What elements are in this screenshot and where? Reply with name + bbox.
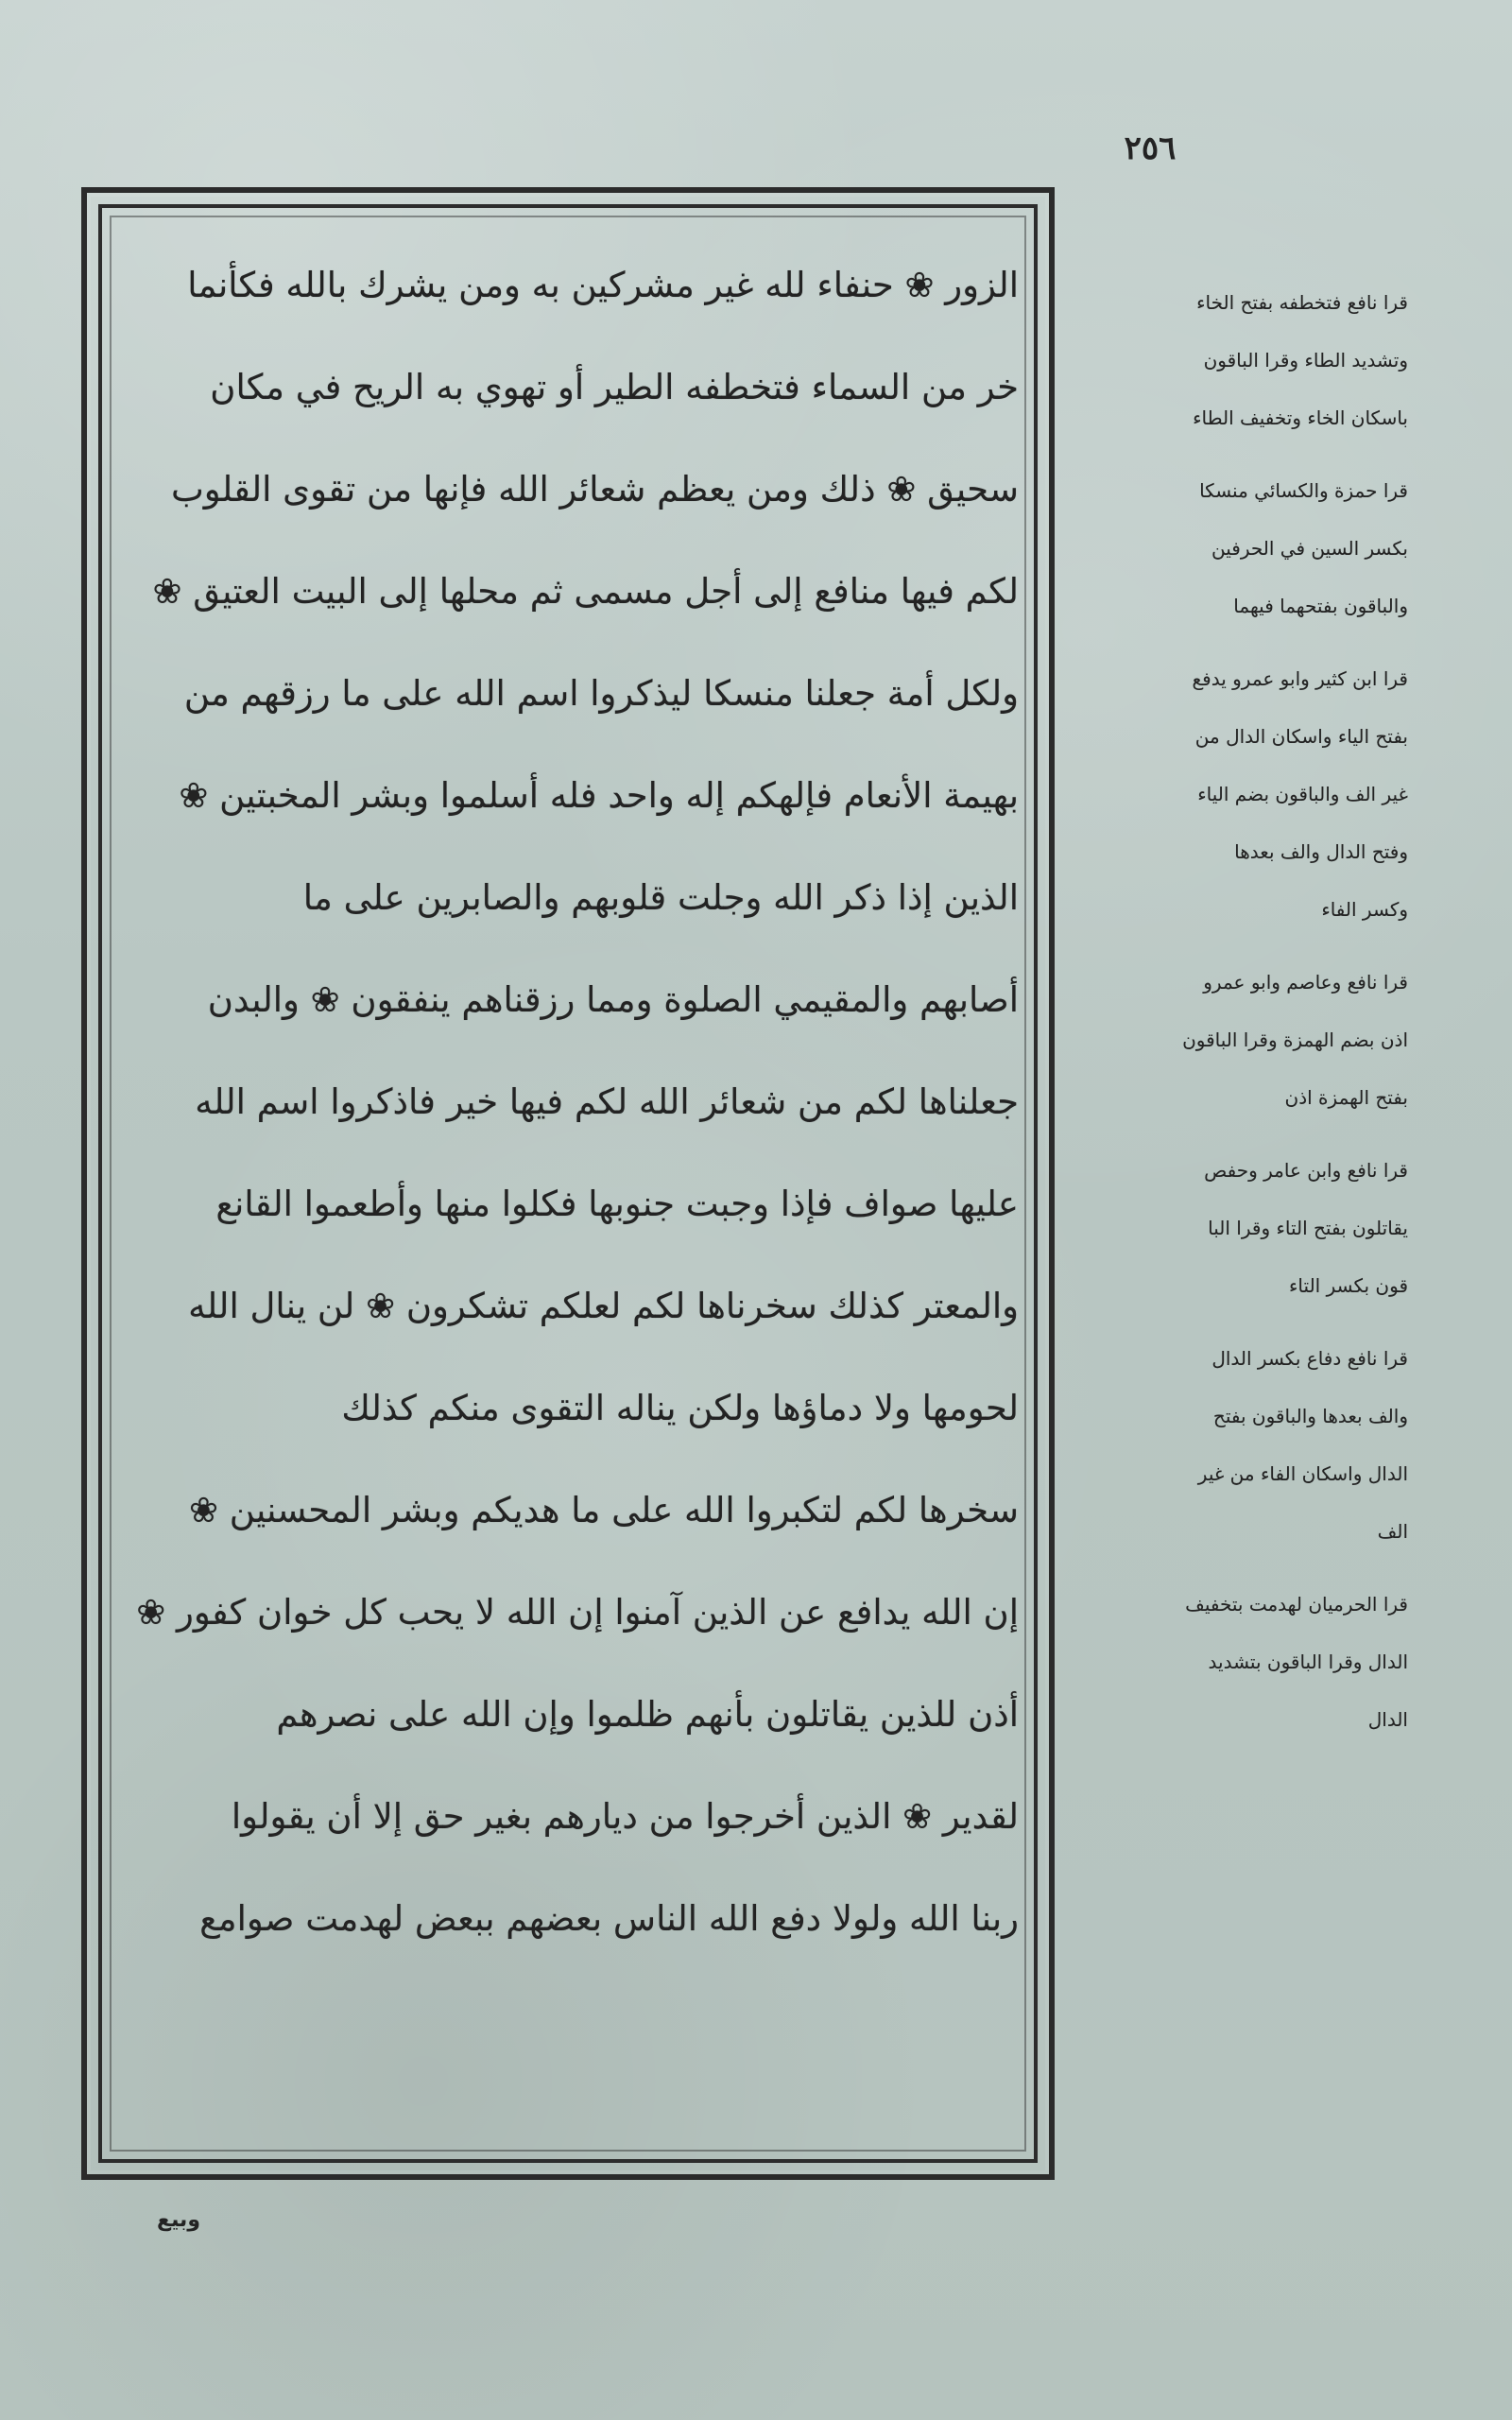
margin-note-line: والباقون بفتحهما فيهما (1233, 595, 1408, 617)
margin-note-line: الف (1377, 1520, 1408, 1543)
margin-note-line: بفتح الهمزة اذن (1284, 1086, 1408, 1109)
main-text-line: بهيمة الأنعام فإلهكم إله واحد فله أسلموا وبشر المخبتين ❀ (179, 775, 1019, 816)
main-text-line: عليها صواف فإذا وجبت جنوبها فكلوا منها وأطعموا القانع (215, 1184, 1019, 1224)
main-text-line: لكم فيها منافع إلى أجل مسمى ثم محلها إلى البيت العتيق ❀ (152, 571, 1019, 612)
main-text-line: خر من السماء فتخطفه الطير أو تهوي به الريح في مكان (210, 367, 1019, 407)
margin-note-line: وفتح الدال والف بعدها (1234, 840, 1408, 863)
margin-note-gap (1085, 1127, 1408, 1142)
margin-note-line: الدال واسكان الفاء من غير (1197, 1462, 1408, 1485)
margin-note-line: بفتح الياء واسكان الدال من (1194, 725, 1408, 748)
margin-note-line: قرا حمزة والكسائي منسكا (1199, 479, 1408, 502)
margin-note-line: وتشديد الطاء وقرا الباقون (1203, 349, 1408, 372)
margin-note-line: قرا نافع فتخطفه بفتح الخاء (1196, 291, 1408, 314)
margin-note-line: غير الف والباقون بضم الياء (1197, 783, 1408, 805)
margin-note-line: والف بعدها والباقون بفتح (1212, 1405, 1408, 1427)
main-text-line: ربنا الله ولولا دفع الله الناس بعضهم ببعض لهدمت صوامع (199, 1898, 1019, 1939)
margin-note-gap (1085, 447, 1408, 462)
margin-note-line: وكسر الفاء (1321, 898, 1408, 921)
margin-note-gap (1085, 635, 1408, 650)
main-text-line: ولكل أمة جعلنا منسكا ليذكروا اسم الله على ما رزقهم من (183, 673, 1019, 714)
margin-note-line: قرا نافع وابن عامر وحفص (1204, 1159, 1408, 1182)
main-text-line: سحيق ❀ ذلك ومن يعظم شعائر الله فإنها من تقوى القلوب (170, 469, 1019, 510)
main-text-line: لحومها ولا دماؤها ولكن يناله التقوى منكم كذلك (341, 1388, 1019, 1428)
margin-note-line: بكسر السين في الحرفين (1211, 537, 1408, 560)
margin-note-gap (1085, 1315, 1408, 1330)
margin-note-gap (1085, 939, 1408, 954)
main-text-line: الذين إذا ذكر الله وجلت قلوبهم والصابرين على ما (302, 877, 1019, 918)
margin-note-line: قرا نافع دفاع بكسر الدال (1211, 1347, 1408, 1370)
main-text-line: لقدير ❀ الذين أخرجوا من ديارهم بغير حق إلا أن يقولوا (231, 1796, 1019, 1837)
main-text-block (115, 234, 1019, 2116)
margin-note-line: قرا الحرميان لهدمت بتخفيف (1185, 1593, 1408, 1616)
main-text-line: أذن للذين يقاتلون بأنهم ظلموا وإن الله على نصرهم (276, 1694, 1019, 1735)
margin-note-line: الدال وقرا الباقون بتشديد (1208, 1651, 1408, 1673)
main-text-line: الزور ❀ حنفاء لله غير مشركين به ومن يشرك بالله فكأنما (187, 265, 1019, 305)
margin-notes (1085, 274, 1408, 1749)
margin-note-line: قرا ابن كثير وابو عمرو يدفع (1192, 667, 1408, 690)
main-text-line: جعلناها لكم من شعائر الله لكم فيها خير فاذكروا اسم الله (195, 1081, 1019, 1122)
margin-note-line: قرا نافع وعاصم وابو عمرو (1203, 971, 1408, 994)
page-number: ٢٥٦ (1124, 130, 1177, 167)
margin-note-line: اذن بضم الهمزة وقرا الباقون (1182, 1028, 1408, 1051)
main-text-line: أصابهم والمقيمي الصلوة ومما رزقناهم ينفقون ❀ والبدن (207, 979, 1019, 1020)
main-text-line: إن الله يدافع عن الذين آمنوا إن الله لا يحب كل خوان كفور ❀ (136, 1592, 1019, 1633)
main-text-line: سخرها لكم لتكبروا الله على ما هديكم وبشر المحسنين ❀ (189, 1490, 1019, 1530)
margin-note-line: الدال (1367, 1708, 1408, 1731)
main-text-line: والمعتر كذلك سخرناها لكم لعلكم تشكرون ❀ لن ينال الله (188, 1286, 1019, 1326)
margin-note-line: يقاتلون بفتح التاء وقرا البا (1208, 1217, 1408, 1239)
catchword: وبيع (157, 2208, 200, 2232)
margin-note-line: قون بكسر التاء (1289, 1274, 1408, 1297)
margin-note-gap (1085, 1561, 1408, 1576)
margin-note-line: باسكان الخاء وتخفيف الطاء (1193, 406, 1408, 429)
